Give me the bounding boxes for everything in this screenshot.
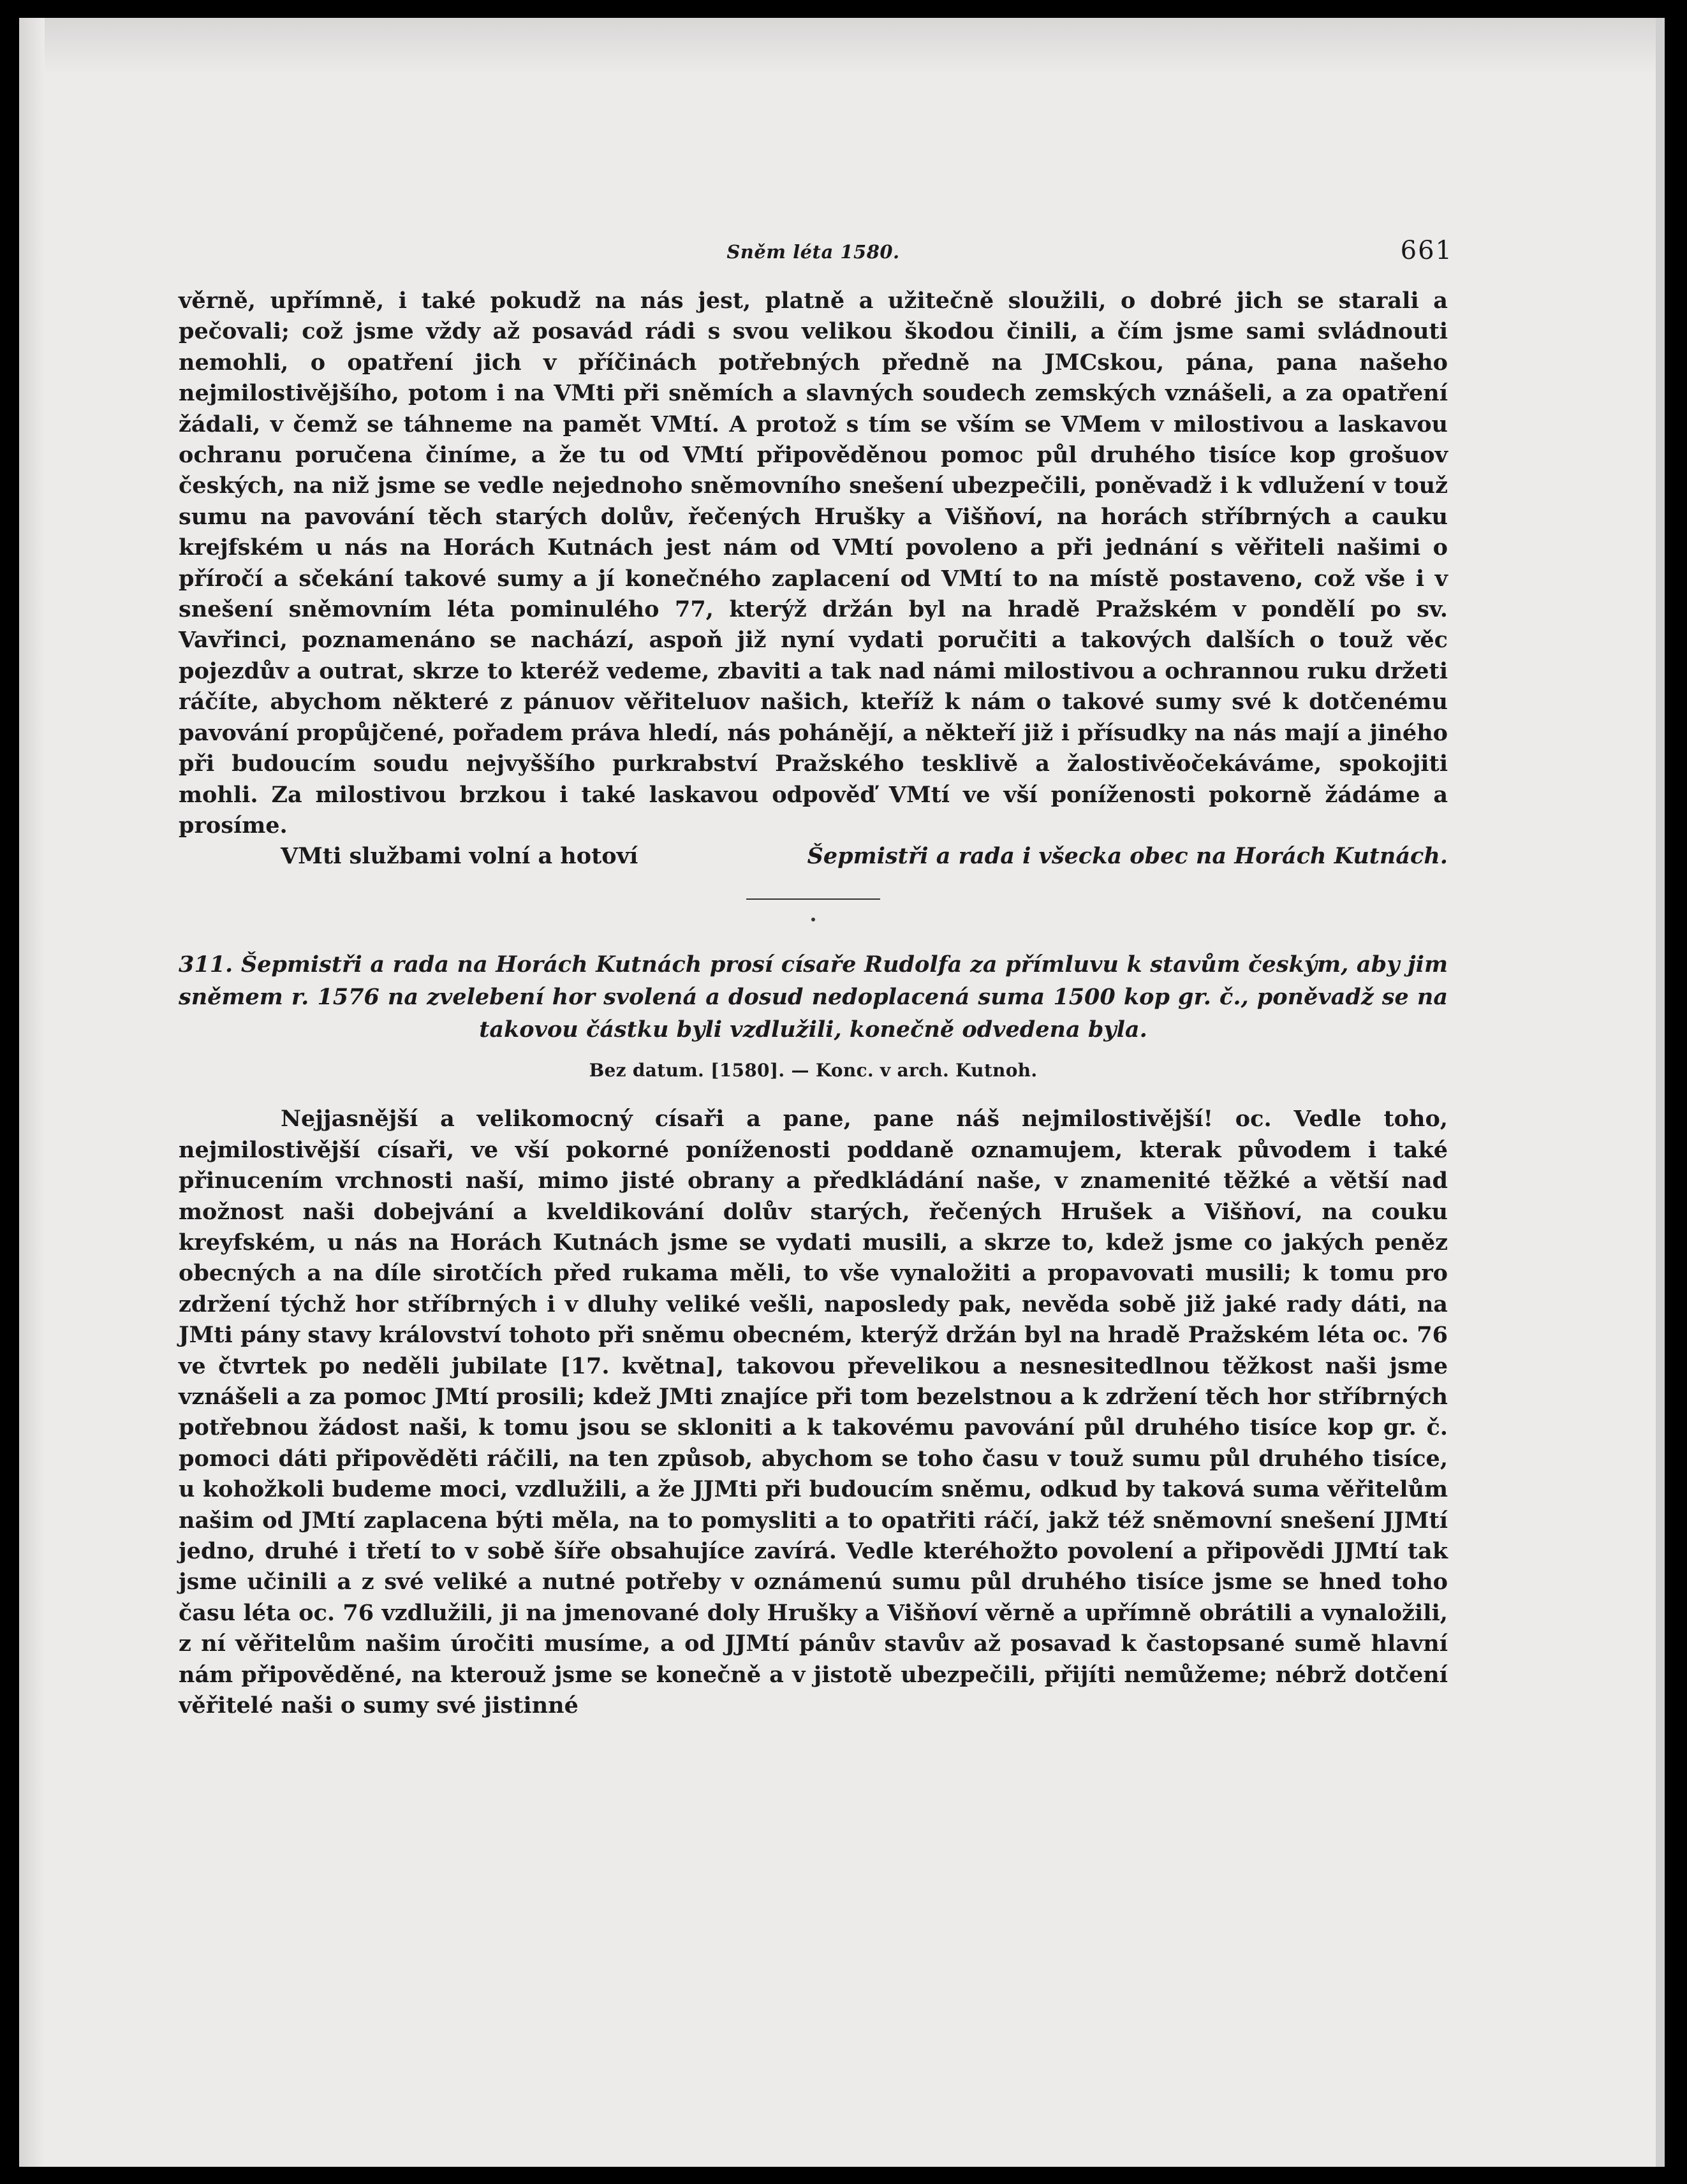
running-head bbox=[179, 236, 1453, 274]
document-body: Nejjasnější a velikomocný císaři a pane, pane náš nejmilostivější! oc. Vedle toho, nejmilostivější císaři, ve vší pokorné poníženosti poddaně oznamujem, kterak původem i také přinucením vrchnosti naší, mimo jisté obrany a předkládání naše, v znamenité těžké a větší nad možnost naši dobejvání a kveldikování dolův starých, řečených Hrušek a Višňoví, na couku kreyfském, u nás na Horách Kutnách jsme se vydati musili, a skrze to, kdež jsme co jakých peněz obecných a na díle sirotčích před rukama měli, to vše vynaložiti a propavovati musili; k tomu pro zdržení týchž hor stříbrných i v dluhy veliké vešli, naposledy pak, nevěda sobě již jaké rady dáti, na JMti pány stavy království tohoto při sněmu obecném, kterýž držán byl na hradě Pražském léta oc. 76 ve čtvrtek po neděli jubilate [17. května], takovou převelikou a nesnesitedlnou těžkost naši jsme vznášeli a za pomoc JMtí prosili; kdež JMti znajíce při tom bezelstnou a k zdržení těch hor stříbrných potřebnou žádost naši, k tomu jsou se skloniti a k takovému pavování půl druhého tisíce kop gr. č. pomoci dáti připověděti ráčili, na ten způsob, abychom se toho času v touž sumu půl druhého tisíce, u kohožkoli budeme moci, vzdlužili, a že JJMti při budoucím sněmu, odkud by taková suma věřitelům našim od JMtí zaplacena býti měla, na to pomysliti a to opatřiti ráčí, jakž též sněmovní snešení JJMtí jedno, druhé i třetí to v sobě šíře obsahujíce zavírá. Vedle kteréhožto povolení a připovědi JJMtí tak jsme učinili a z své veliké a nutné potřeby v oznámenú sumu půl druhého tisíce jsme se hned toho času léta oc. 76 vzdlužili, ji na jmenované doly Hrušky a Višňoví věrně a upřímně obrátili a vynaložili, z ní věřitelům našim úročiti musíme, a od JJMtí pánův stavův až posavad k častopsané sumě hlavní nám připověděné, na kterouž jsme se konečně a v jistotě ubezpečili, přijíti nemůžeme; nébrž dotčení věřitelé naši o sumy své jistinné bbox=[179, 1106, 1448, 1719]
page-number: 661 bbox=[1400, 236, 1453, 265]
closing-signature: Šepmistři a rada i všecka obec na Horách Kutnách. bbox=[807, 843, 1448, 870]
scan-shadow-left bbox=[19, 18, 45, 2167]
running-title: Sněm léta 1580. bbox=[726, 241, 900, 263]
closing-salutation: VMti službami volní a hotoví bbox=[281, 843, 638, 870]
letter-one-body: věrně, upřímně, i také pokudž na nás jest, platně a užitečně sloužili, o dobré jich se starali a pečovali; což jsme vždy až posavád rádi s svou velikou škodou činili, a čím jsme sami svládnouti nemohli, o opatření jich v příčinách potřebných předně na JMCskou, pána, pana našeho nejmilostivějšího, potom i na VMti při sněmích a slavných soudech zemských vznášeli, a za opatření žádali, v čemž se táhneme na pamět VMtí. A protož s tím se vším se VMem v milostivou a laskavou ochranu poručena činíme, a že tu od VMtí připověděnou pomoc půl druhého tisíce kop grošuov českých, na niž jsme se vedle nejednoho sněmovního snešení ubezpečili, poněvadž i k vdlužení v touž sumu na pavování těch starých dolův, řečených Hrušky a Višňoví, na horách stříbrných a cauku krejfském u nás na Horách Kutnách jest nám od VMtí povoleno a při jednání s věřiteli našimi o příročí a sčekání takové sumy a jí konečného zaplacení od VMtí to na místě postaveno, což vše i v snešení sněmovním léta pominulého 77, kterýž držán byl na hradě Pražském v pondělí po sv. Vavřinci, poznamenáno se nachází, aspoň již nyní vydati poručiti a takových dalších o touž věc pojezdův a outrat, skrze to kteréž vedeme, zbaviti a tak nad námi milostivou a ochrannou ruku držeti ráčíte, abychom některé z pánuov věřiteluov našich, kteříž k nám o takové sumy své k dotčenému pavování propůjčené, pořadem práva hledí, nás pohánějí, a někteří již i přísudky na nás mají a jiného při budoucím soudu nejvyššího purkrabství Pražského tesklivě a žalostivěočekáváme, spokojiti mohli. Za milostivou brzkou i také laskavou odpověď VMtí ve vší poníženosti pokorně žádáme a prosíme. bbox=[179, 288, 1448, 839]
section-divider bbox=[746, 898, 880, 900]
letter-one-closing bbox=[179, 841, 1448, 872]
document-dating: Bez datum. [1580]. — Konc. v arch. Kutnoh. bbox=[589, 1060, 1038, 1081]
scan-shadow-top bbox=[19, 18, 1656, 75]
document-heading: 311. Šepmistři a rada na Horách Kutnách prosí císaře Rudolfa za přímluvu k stavům českým, aby jim sněmem r. 1576 na zvelebení hor svolená a dosud nedoplacená suma 1500 kop gr. č., poněvadž se na takovou částku byli vzdlužili, konečně odvedena byla. bbox=[179, 951, 1448, 1043]
divider-dot bbox=[811, 918, 815, 921]
page-content bbox=[179, 236, 1453, 1721]
